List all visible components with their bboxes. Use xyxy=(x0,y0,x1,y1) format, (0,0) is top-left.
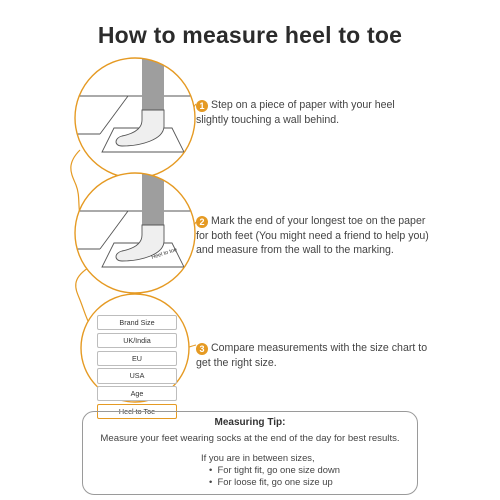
size-chart xyxy=(97,315,177,422)
step-text: Mark the end of your longest toe on the paper for both feet (You might need a friend to help you) and measure from the wall to the marking. xyxy=(196,215,429,256)
step-number-badge: 3 xyxy=(196,343,208,355)
size-chart-row: Age xyxy=(97,386,177,401)
step1-illustration xyxy=(70,55,200,185)
tip-item: • For tight fit, go one size down xyxy=(209,464,340,475)
paper-label: Heel to toe xyxy=(150,246,178,261)
tip-list xyxy=(201,452,340,488)
step-text: Compare measurements with the size chart to get the right size. xyxy=(196,342,428,369)
step-3 xyxy=(196,341,428,370)
step-number-badge: 2 xyxy=(196,216,208,228)
size-chart-row: EU xyxy=(97,351,177,366)
tip-main-text: Measure your feet wearing socks at the end of the day for best results. xyxy=(100,433,400,444)
size-chart-row: UK/India xyxy=(97,333,177,348)
connector-line-1 xyxy=(71,150,80,215)
step-text: Step on a piece of paper with your heel slightly touching a wall behind. xyxy=(196,99,395,126)
connector-line-2 xyxy=(76,268,90,325)
step-2 xyxy=(196,214,436,258)
step-1 xyxy=(196,98,428,127)
tip-item: • For loose fit, go one size up xyxy=(209,476,333,487)
measuring-tip-box xyxy=(82,411,418,495)
step-number-badge: 1 xyxy=(196,100,208,112)
size-chart-row-highlight: Heel to Toe xyxy=(97,404,177,419)
size-chart-row: Brand Size xyxy=(97,315,177,330)
step2-illustration xyxy=(70,170,200,300)
page-title: How to measure heel to toe xyxy=(97,22,403,48)
tip-intro: If you are in between sizes, xyxy=(201,452,315,463)
tip-title: Measuring Tip: xyxy=(214,417,286,428)
size-chart-row: USA xyxy=(97,368,177,383)
